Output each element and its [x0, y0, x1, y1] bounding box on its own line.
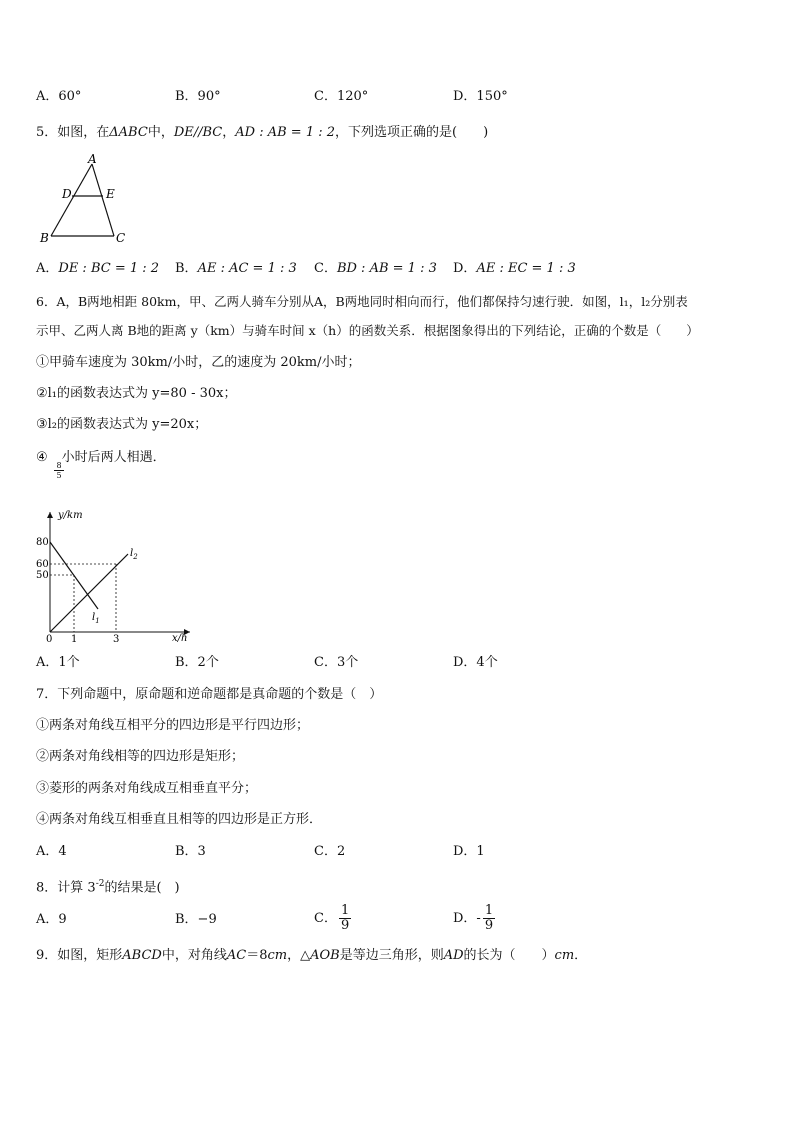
- q4-option-b: B．90°: [175, 89, 221, 104]
- q6-option-d: D．4个: [453, 655, 498, 670]
- q8-option-c: C． $\frac{1}{9}$: [314, 903, 350, 933]
- graph-ytick-60: 60: [36, 559, 49, 570]
- q7-statement-3: ③菱形的两条对角线成互相垂直平分；: [36, 781, 258, 796]
- q7-statement-2: ②两条对角线相等的四边形是矩形；: [36, 749, 245, 764]
- q5-label-c: C: [116, 231, 126, 245]
- graph-xtick-1: 1: [71, 634, 78, 644]
- q5-label-d: D: [62, 187, 72, 201]
- q6-stem-line2: 示甲、乙两人离 B地的距离 y（km）与骑车时间 x（h）的函数关系．根据图象得出的下列结论，正确的个数是（ ）: [36, 323, 699, 338]
- graph-ytick-50: 50: [36, 570, 49, 581]
- q5-triangle-figure: [36, 150, 136, 246]
- q7-statement-1: ①两条对角线互相平分的四边形是平行四边形；: [36, 718, 310, 733]
- q6-option-b: B．2个: [175, 655, 219, 670]
- graph-l2-label: $l_2$: [130, 548, 138, 561]
- q7-statement-4: ④两条对角线互相垂直且相等的四边形是正方形．: [36, 812, 323, 827]
- q7-option-a: A．4: [36, 844, 67, 859]
- q6-stem-line1: 6．A，B两地相距 80km，甲、乙两人骑车分别从A，B两地同时相向而行，他们都保持匀速行驶．如图，l₁，l₂分别表: [36, 294, 688, 309]
- q5-option-d: D．AE : EC = 1 : 3: [453, 261, 576, 276]
- graph-l1-label: $l_1$: [92, 612, 100, 625]
- q6-statement-3: ③l₂的函数表达式为 y=20x；: [36, 417, 208, 432]
- q6-option-c: C．3个: [314, 655, 359, 670]
- graph-xtick-0: 0: [46, 634, 53, 644]
- q4-option-a: A．60°: [36, 89, 82, 104]
- q6-statement-4-fraction: 8 5: [54, 461, 64, 480]
- q5-option-a: A．DE : BC = 1 : 2: [36, 261, 160, 276]
- q6-statement-2: ②l₁的函数表达式为 y=80 - 30x；: [36, 386, 237, 401]
- graph-xtick-3: 3: [113, 634, 120, 644]
- q6-function-graph: [34, 508, 194, 644]
- q7-option-b: B．3: [175, 844, 206, 859]
- q5-label-b: B: [40, 231, 49, 245]
- graph-x-label: x/h: [172, 633, 188, 644]
- q8-option-b: B．−9: [175, 912, 217, 927]
- q7-option-d: D．1: [453, 844, 485, 859]
- graph-y-label: y/km: [58, 510, 83, 521]
- q6-statement-1: ①甲骑车速度为 30km/小时，乙的速度为 20km/小时；: [36, 355, 361, 370]
- q6-statement-4: ④ 小时后两人相遇．: [36, 450, 166, 465]
- q8-stem: 8．计算 $3^{-2}$的结果是( ): [36, 879, 180, 896]
- q4-option-c: C．120°: [314, 89, 369, 104]
- q7-option-c: C．2: [314, 844, 346, 859]
- q5-stem: 5．如图，在ΔABC中，DE//BC，AD : AB = 1 : 2，下列选项正确的是( ): [36, 125, 489, 140]
- q6-option-a: A．1个: [36, 655, 80, 670]
- q5-label-e: E: [106, 187, 115, 201]
- graph-ytick-80: 80: [36, 537, 49, 548]
- q8-option-d: D．- $\frac{1}{9}$: [453, 903, 494, 933]
- q5-label-a: A: [88, 152, 97, 166]
- q8-option-a: A．9: [36, 912, 67, 927]
- q9-stem: 9．如图，矩形ABCD中，对角线AC＝8cm，△AOB是等边三角形，则AD的长为（ ）cm．: [36, 948, 588, 963]
- q4-option-d: D．150°: [453, 89, 508, 104]
- q5-option-b: B．AE : AC = 1 : 3: [175, 261, 297, 276]
- q5-option-c: C．BD : AB = 1 : 3: [314, 261, 437, 276]
- q7-stem: 7．下列命题中，原命题和逆命题都是真命题的个数是（ ）: [36, 687, 383, 702]
